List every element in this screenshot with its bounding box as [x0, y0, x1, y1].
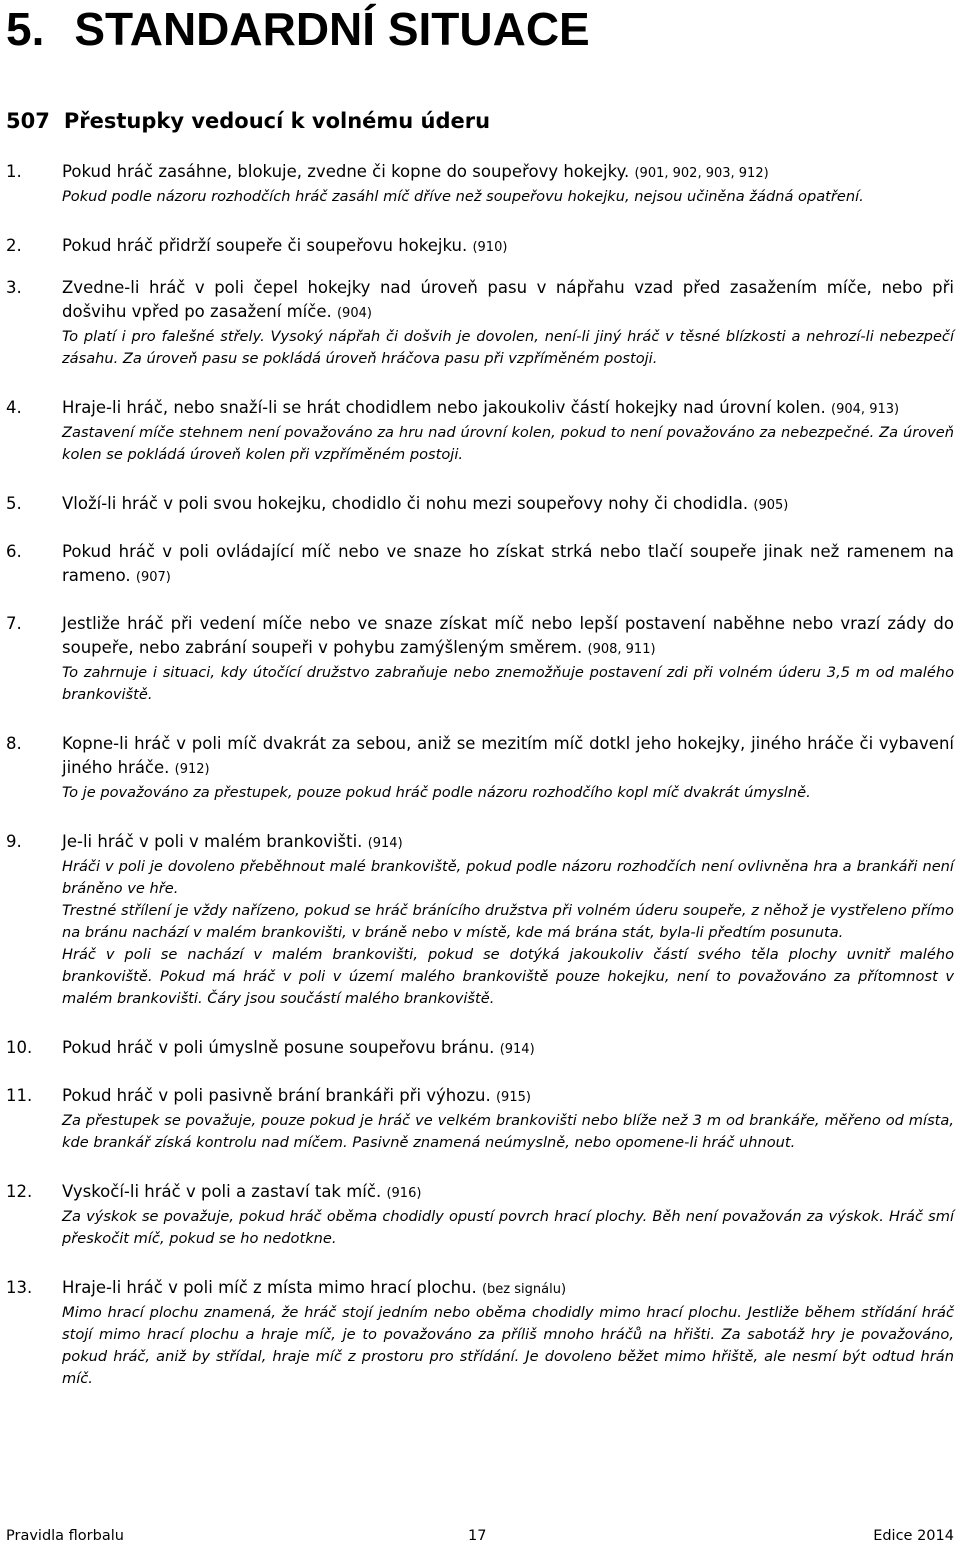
rule-item	[6, 612, 954, 706]
rule-number: 12.	[6, 1182, 33, 1201]
rule-text	[62, 540, 954, 590]
rule-signal-reference: (914)	[367, 836, 403, 851]
rule-item	[6, 540, 954, 590]
rule-number: 13.	[6, 1278, 33, 1297]
rule-body	[62, 492, 954, 518]
rule-statement: Kopne-li hráč v poli míč dvakrát za sebou, aniž se mezitím míč dotkl jeho hokejky, jiného hráče či vybavení jiného hráče.	[62, 734, 954, 777]
rule-body	[62, 540, 954, 590]
chapter-heading	[6, 2, 590, 56]
rule-text	[62, 160, 954, 186]
rule-note: Trestné střílení je vždy nařízeno, pokud se hráč bránícího družstva při volném úderu soupeře, z něhož je vystřeleno přímo na bránu nachází v malém brankovišti, v bráně nebo v místě, kde má brána stát, byla-li předtím posunuta.	[62, 902, 954, 941]
rule-body	[62, 276, 954, 370]
rule-statement: Vyskočí-li hráč v poli a zastaví tak míč.	[62, 1182, 382, 1201]
section-title: Přestupky vedoucí k volnému úderu	[63, 109, 491, 133]
rule-text	[62, 1276, 954, 1302]
rule-note: To platí i pro falešné střely. Vysoký nápřah či došvih je dovolen, není-li jiný hráč v těsné blízkosti a nehrozí-li nebezpečí zásahu. Za úroveň pasu se pokládá úroveň hráčova pasu při vzpříměném postoji.	[62, 328, 954, 367]
rule-signal-reference: (912)	[174, 762, 210, 777]
rule-number: 8.	[6, 734, 22, 753]
rule-item	[6, 732, 954, 804]
section-heading	[6, 109, 490, 133]
rule-body	[62, 830, 954, 1010]
rule-body	[62, 160, 954, 208]
rule-signal-reference: (910)	[472, 240, 508, 255]
rule-signal-reference: (914)	[499, 1042, 535, 1057]
rule-signal-reference: (901, 902, 903, 912)	[634, 166, 769, 181]
rule-note: To zahrnuje i situaci, kdy útočící družstvo zabraňuje nebo znemožňuje postavení zdi při volném úderu 3,5 m od malého brankoviště.	[62, 664, 954, 703]
rule-item	[6, 234, 954, 260]
rule-text	[62, 1084, 954, 1110]
rule-number: 7.	[6, 614, 22, 633]
rule-body	[62, 612, 954, 706]
rule-body	[62, 732, 954, 804]
footer-document-title: Pravidla florbalu	[6, 1528, 124, 1544]
rule-text	[62, 1180, 954, 1206]
chapter-number: 5.	[6, 3, 45, 55]
rule-body	[62, 1180, 954, 1250]
rule-text	[62, 830, 954, 856]
rule-statement: Pokud hráč zasáhne, blokuje, zvedne či kopne do soupeřovy hokejky.	[62, 162, 630, 181]
rule-statement: Zvedne-li hráč v poli čepel hokejky nad úroveň pasu v nápřahu vzad před zasažením míče, nebo při došvihu vpřed po zasažení míče.	[62, 278, 954, 321]
rule-signal-reference: (908, 911)	[587, 642, 656, 657]
rule-signal-reference: (907)	[135, 570, 171, 585]
rule-number: 11.	[6, 1086, 33, 1105]
rule-statement: Pokud hráč v poli úmyslně posune soupeřovu bránu.	[62, 1038, 495, 1057]
chapter-title: STANDARDNÍ SITUACE	[74, 3, 590, 55]
rules-list	[6, 160, 954, 1390]
rule-number: 1.	[6, 162, 22, 181]
rule-number: 4.	[6, 398, 22, 417]
rule-note: Mimo hrací plochu znamená, že hráč stojí jedním nebo oběma chodidly mimo hrací plochu. Jestliže během střídání hráč stojí mimo hrací plochu a hraje míč, je to považováno za příliš mnoho hráčů na hřišti. Za sabotáž hry je považováno, pokud hráč, aniž by střídal, hraje míč z prostoru pro střídání. Je dovoleno běžet mimo hřiště, ale nesmí být odtud hrán míč.	[62, 1304, 954, 1387]
rule-statement: Pokud hráč v poli ovládající míč nebo ve snaze ho získat strká nebo tlačí soupeře jinak než ramenem na rameno.	[62, 542, 954, 585]
rule-text	[62, 612, 954, 662]
rule-statement: Jestliže hráč při vedení míče nebo ve snaze získat míč nebo lepší postavení naběhne nebo vrazí zády do soupeře, nebo zabrání soupeři v pohybu zamýšleným směrem.	[62, 614, 954, 657]
rule-text	[62, 234, 954, 260]
rule-number: 9.	[6, 832, 22, 851]
rule-signal-reference: (915)	[495, 1090, 531, 1105]
rule-item	[6, 1180, 954, 1250]
rule-number: 3.	[6, 278, 22, 297]
rule-note: Za přestupek se považuje, pouze pokud je hráč ve velkém brankovišti nebo blíže než 3 m od brankáře, měřeno od místa, kde brankář získá kontrolu nad míčem. Pasivně znamená neúmyslně, nebo opomene-li hráč uhnout.	[62, 1112, 954, 1151]
rule-item	[6, 830, 954, 1010]
rule-note: Pokud podle názoru rozhodčích hráč zasáhl míč dříve než soupeřovu hokejku, nejsou učiněna žádná opatření.	[62, 188, 864, 205]
rule-text	[62, 276, 954, 326]
rule-statement: Pokud hráč v poli pasivně brání brankáři při výhozu.	[62, 1086, 491, 1105]
rule-signal-reference: (904, 913)	[831, 402, 900, 417]
rule-body	[62, 1276, 954, 1390]
rule-item	[6, 160, 954, 208]
rule-number: 6.	[6, 542, 22, 561]
rule-statement: Pokud hráč přidrží soupeře či soupeřovu hokejku.	[62, 236, 468, 255]
rule-note: Zastavení míče stehnem není považováno za hru nad úrovní kolen, pokud to není považováno za nebezpečné. Za úroveň kolen se pokládá úroveň kolen při vzpříměném postoji.	[62, 424, 954, 463]
rule-body	[62, 396, 954, 466]
rule-item	[6, 1276, 954, 1390]
rule-statement: Je-li hráč v poli v malém brankovišti.	[62, 832, 363, 851]
rule-statement: Hraje-li hráč v poli míč z místa mimo hrací plochu.	[62, 1278, 477, 1297]
rule-text	[62, 492, 954, 518]
footer-page-number: 17	[468, 1528, 487, 1544]
rule-item	[6, 1036, 954, 1062]
section-number: 507	[6, 109, 50, 133]
footer-edition: Edice 2014	[873, 1528, 954, 1544]
rule-item	[6, 492, 954, 518]
rule-note: To je považováno za přestupek, pouze pokud hráč podle názoru rozhodčího kopl míč dvakrát úmyslně.	[62, 784, 811, 801]
rule-signal-reference: (bez signálu)	[481, 1282, 567, 1297]
rule-number: 2.	[6, 236, 22, 255]
rule-signal-reference: (916)	[386, 1186, 422, 1201]
rule-item	[6, 396, 954, 466]
rule-note: Hráč v poli se nachází v malém brankovišti, pokud se dotýká jakoukoliv částí svého těla plochy uvnitř malého brankoviště. Pokud má hráč v poli v území malého brankoviště pouze hokejku, není to považováno za přítomnost v malém brankovišti. Čáry jsou součástí malého brankoviště.	[62, 946, 954, 1007]
rule-text	[62, 396, 954, 422]
rule-text	[62, 1036, 954, 1062]
rule-item	[6, 1084, 954, 1154]
rule-body	[62, 1036, 954, 1062]
rule-body	[62, 1084, 954, 1154]
rule-item	[6, 276, 954, 370]
rule-statement: Vloží-li hráč v poli svou hokejku, chodidlo či nohu mezi soupeřovy nohy či chodidla.	[62, 494, 749, 513]
rule-statement: Hraje-li hráč, nebo snaží-li se hrát chodidlem nebo jakoukoliv částí hokejky nad úrovní kolen.	[62, 398, 826, 417]
rule-body	[62, 234, 954, 260]
rule-signal-reference: (905)	[753, 498, 789, 513]
rule-number: 5.	[6, 494, 22, 513]
rule-note: Za výskok se považuje, pokud hráč oběma chodidly opustí povrch hrací plochy. Běh není považován za výskok. Hráč smí přeskočit míč, pokud se ho nedotkne.	[62, 1208, 954, 1247]
rule-number: 10.	[6, 1038, 33, 1057]
rule-text	[62, 732, 954, 782]
rule-note: Hráči v poli je dovoleno přeběhnout malé brankoviště, pokud podle názoru rozhodčích není ovlivněna hra a brankáři není bráněno ve hře.	[62, 858, 954, 897]
rule-signal-reference: (904)	[336, 306, 372, 321]
